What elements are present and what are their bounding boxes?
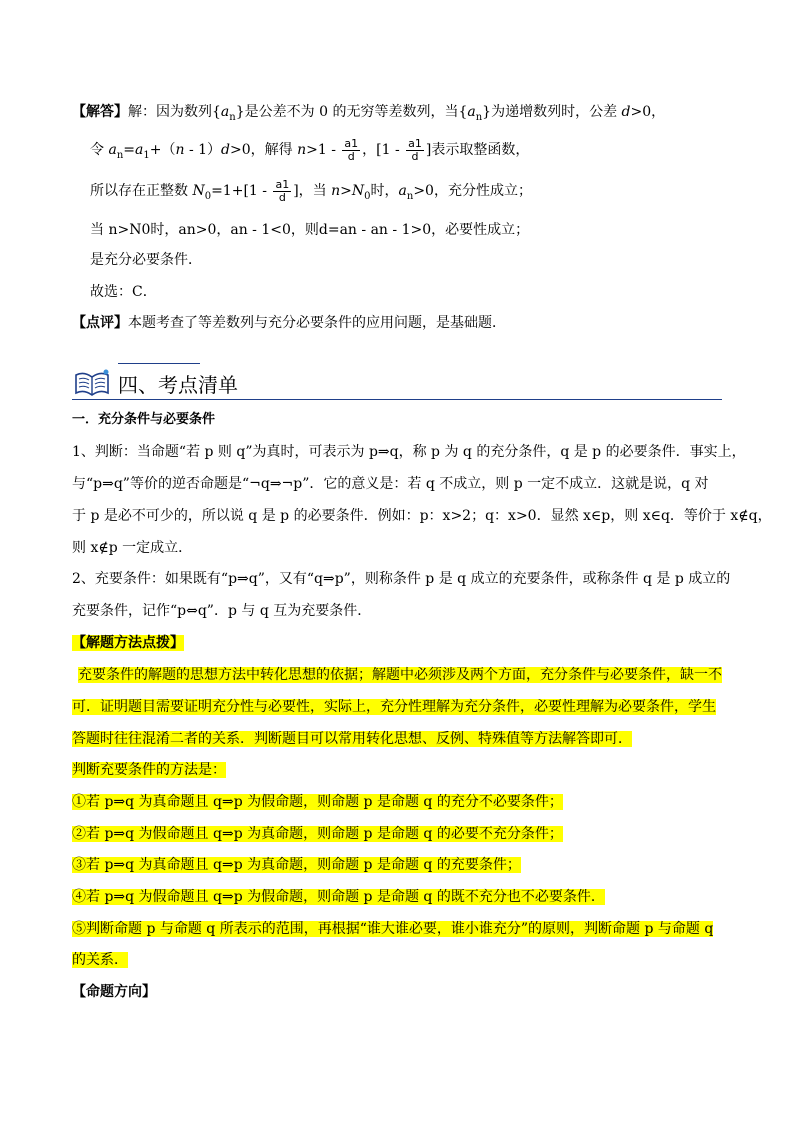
- rule-5: [72, 919, 722, 939]
- header-rule-bottom: [72, 399, 722, 400]
- p2-line-2: 充要条件，记作“p⇔q”．p 与 q 互为充要条件．: [72, 603, 372, 619]
- sub: n: [475, 111, 483, 123]
- text: ]，当: [293, 183, 332, 199]
- text: ]表示取整函数，: [425, 142, 530, 158]
- method-text: 可．证明题目需要证明充分性与必要性，实际上，充分性理解为充分条件，必要性理解为必要条件，学生: [72, 699, 716, 715]
- rule-6: [72, 950, 722, 970]
- answer-line-1: [72, 102, 722, 128]
- answer-line-5: 是充分必要条件．: [90, 252, 202, 268]
- text: =1+[1 -: [211, 183, 272, 199]
- text: +（: [149, 142, 176, 158]
- var: a: [467, 104, 476, 120]
- text: 令: [90, 142, 109, 158]
- text: >0，: [630, 104, 666, 120]
- sub: 0: [364, 190, 371, 202]
- subsection-title: 一．充分条件与必要条件: [72, 412, 216, 427]
- rule-text: ④若 p⇒q 为假命题且 q⇒p 为假命题，则命题 p 是命题 q 的既不充分也不必要条件．: [72, 889, 605, 905]
- frac-den: d: [278, 190, 286, 204]
- text: }为递增数列时，公差: [482, 104, 622, 120]
- answer-line-2: [90, 135, 722, 171]
- fraction: [273, 179, 291, 204]
- sub: 0: [204, 190, 212, 202]
- var: N: [192, 183, 205, 199]
- judge-title-text: 判断充要条件的方法是：: [72, 762, 226, 778]
- method-line-2: [72, 697, 722, 717]
- var: d: [621, 104, 631, 120]
- fraction: [342, 138, 360, 163]
- text: >0，充分性成立；: [413, 183, 532, 199]
- var: n: [297, 142, 307, 158]
- frac-num: a1: [344, 136, 359, 150]
- comment-tag: 【点评】: [72, 315, 128, 331]
- comment-line: [72, 313, 722, 333]
- frac-den: d: [347, 149, 355, 163]
- var: a: [108, 142, 117, 158]
- method-text: 充要条件的解题的思想方法中转化思想的依据；解题中必须涉及两个方面，充分条件与必要条件，缺一不: [78, 667, 722, 683]
- frac-den: d: [411, 149, 419, 163]
- p1-line-2: 与“p⇒q”等价的逆否命题是“¬q⇒¬p”．它的意义是：若 q 不成立，则 p 一定不成立．这就是说，q 对: [72, 476, 709, 492]
- p1-line-3: 于 p 是必不可少的，所以说 q 是 p 的必要条件．例如：p：x>2；q：x>0．显然 x∈p，则 x∈q．等价于 x∉q，: [72, 508, 772, 524]
- open-book-icon: [72, 367, 112, 397]
- sub: 1: [143, 149, 150, 161]
- method-line-3: [72, 729, 722, 749]
- rule-3: [72, 855, 722, 875]
- text: }是公差不为 0 的无穷等差数列，当{: [235, 104, 468, 120]
- text: =: [123, 142, 135, 158]
- var: a: [220, 104, 230, 120]
- rule-4: [72, 887, 722, 907]
- sub: n: [406, 190, 414, 202]
- text: - 1）: [184, 142, 222, 158]
- var: n: [331, 183, 341, 199]
- method-text: 答题时往往混淆二者的关系．判断题目可以常用转化思想、反例、特殊值等方法解答即可．: [72, 731, 632, 747]
- answer-line-3: [90, 176, 722, 212]
- text: >0，解得: [230, 142, 298, 158]
- var: a: [398, 183, 407, 199]
- text: 时，: [370, 183, 399, 199]
- sub: n: [229, 111, 236, 123]
- direction-tag: 【命题方向】: [72, 984, 156, 1000]
- judge-title: [72, 760, 722, 780]
- p1-line-1: 1、判断：当命题“若 p 则 q”为真时，可表示为 p⇒q，称 p 为 q 的充分条件，q 是 p 的必要条件．事实上，: [72, 444, 746, 460]
- rule-1: [72, 792, 722, 812]
- frac-num: a1: [408, 136, 422, 150]
- section-header: [72, 353, 722, 401]
- text: 所以存在正整数: [90, 183, 193, 199]
- answer-tag: 【解答】: [72, 104, 128, 120]
- text: ，[1 -: [362, 142, 405, 158]
- rule-2: [72, 824, 722, 844]
- var: a: [135, 142, 144, 158]
- method-line-1: [78, 665, 722, 685]
- var: d: [221, 142, 231, 158]
- fraction: [406, 138, 424, 163]
- header-rule-top: [118, 363, 200, 364]
- frac-num: a1: [275, 177, 290, 191]
- p1-line-4: 则 x∉p 一定成立．: [72, 540, 193, 556]
- answer-line-6: 故选：C．: [90, 284, 157, 300]
- section-title: 四、考点清单: [118, 373, 238, 397]
- rule-text: 的关系．: [72, 952, 128, 968]
- answer-line-4: 当 n>N0时，an>0，an - 1<0，则d=an - an - 1>0，必要性成立；: [90, 222, 530, 238]
- rule-text: ②若 p⇒q 为假命题且 q⇒p 为真命题，则命题 p 是命题 q 的必要不充分条件；: [72, 826, 563, 842]
- rule-text: ①若 p⇒q 为真命题且 q⇒p 为假命题，则命题 p 是命题 q 的充分不必要条件；: [72, 794, 563, 810]
- text: 解：因为数列{: [128, 104, 221, 120]
- p2-line-1: 2、充要条件：如果既有“p⇒q”，又有“q⇒p”，则称条件 p 是 q 成立的充要条件，或称条件 q 是 p 成立的: [72, 571, 731, 587]
- method-tag: [72, 633, 722, 653]
- rule-text: ③若 p⇒q 为真命题且 q⇒p 为真命题，则命题 p 是命题 q 的充要条件；: [72, 857, 521, 873]
- rule-text: ⑤判断命题 p 与命题 q 所表示的范围，再根据“谁大谁必要，谁小谁充分”的原则，判断命题 p 与命题 q: [72, 921, 714, 937]
- text: >: [340, 183, 352, 199]
- var: N: [351, 183, 365, 199]
- comment-text: 本题考查了等差数列与充分必要条件的应用问题，是基础题．: [128, 315, 506, 331]
- sub: n: [116, 149, 124, 161]
- method-tag-text: 【解题方法点拨】: [72, 635, 184, 651]
- var: n: [175, 142, 185, 158]
- text: >1 -: [306, 142, 341, 158]
